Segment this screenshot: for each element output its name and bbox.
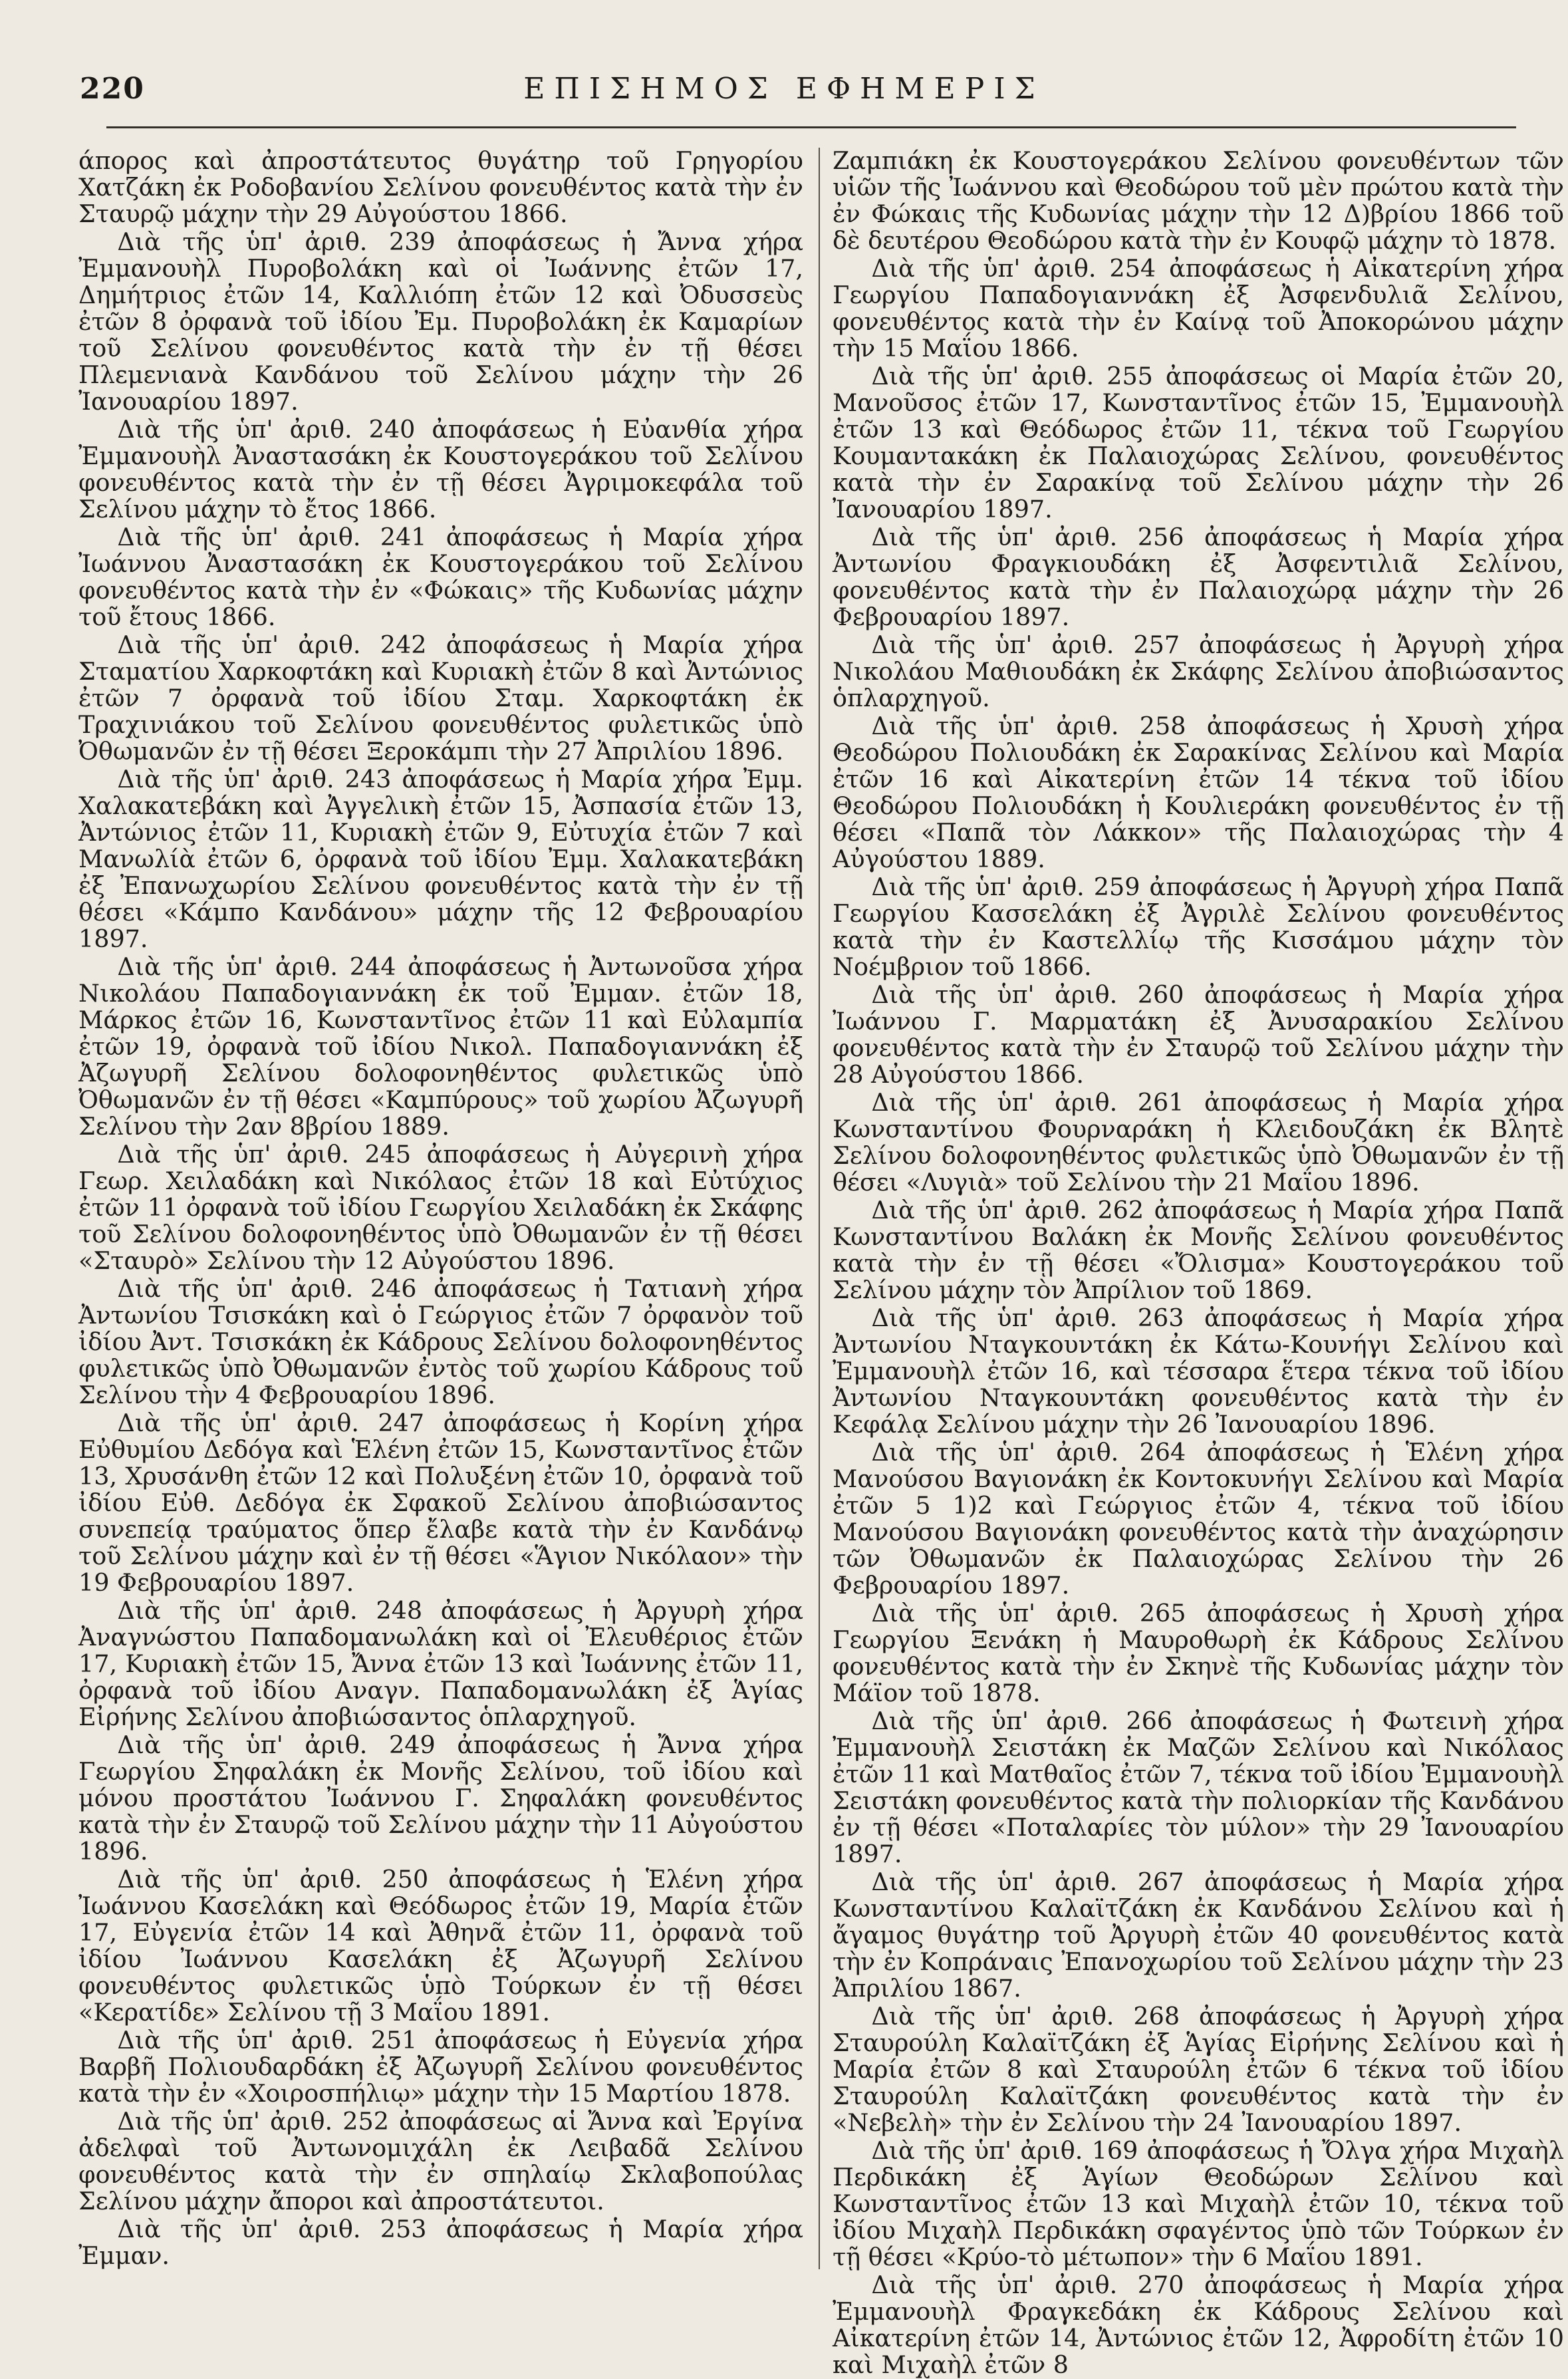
paragraph: Διὰ τῆς ὑπ' ἀριθ. 265 ἀποφάσεως ἡ Χρυσὴ χήρα Γεωργίου Ξενάκη ἡ Μαυροθωρὴ ἐκ Κάδρους Σελίνου φονευθέντος κατὰ τὴν ἐν Σκηνὲ τῆς Κυδωνίας μάχην τὸν Μάϊον τοῦ 1878. — [833, 1599, 1564, 1707]
paragraph: Διὰ τῆς ὑπ' ἀριθ. 250 ἀποφάσεως ἡ Ἑλένη χήρα Ἰωάννου Κασελάκη καὶ Θεόδωρος ἐτῶν 19, Μαρία ἐτῶν 17, Εὐγενία ἐτῶν 14 καὶ Ἀθηνᾶ ἐτῶν 11, ὀρφανὰ τοῦ ἰδίου Ἰωάννου Κασελάκη ἐξ Ἀζωγυρῆ Σελίνου φονευθέντος φυλετικῶς ὑπὸ Τούρκων ἐν τῇ θέσει «Κερατίδε» Σελίνου τῇ 3 Μαΐου 1891. — [78, 1865, 803, 2027]
paragraph: Διὰ τῆς ὑπ' ἀριθ. 243 ἀποφάσεως ἡ Μαρία χήρα Ἐμμ. Χαλακατεβάκη καὶ Ἀγγελικὴ ἐτῶν 15, Ἀσπασία ἐτῶν 13, Ἀντώνιος ἐτῶν 11, Κυριακὴ ἐτῶν 9, Εὐτυχία ἐτῶν 7 καὶ Μανωλίὰ ἐτῶν 6, ὀρφανὰ τοῦ ἰδίου Ἐμμ. Χαλακατεβάκη ἐξ Ἐπανωχωρίου Σελίνου φονευθέντος κατὰ τὴν ἐν τῇ θέσει «Κάμπο Κανδάνου» μάχην τῆς 12 Φεβρουαρίου 1897. — [78, 765, 803, 953]
paragraph: Διὰ τῆς ὑπ' ἀριθ. 242 ἀποφάσεως ἡ Μαρία χήρα Σταματίου Χαρκοφτάκη καὶ Κυριακὴ ἐτῶν 8 καὶ Ἀντώνιος ἐτῶν 7 ὀρφανὰ τοῦ ἰδίου Σταμ. Χαρκοφτάκη ἐκ Τραχινιάκου τοῦ Σελίνου φονευθέντος φυλετικῶς ὑπὸ Ὀθωμανῶν ἐν τῇ θέσει Ξεροκάμπι τὴν 27 Ἀπριλίου 1896. — [78, 630, 803, 766]
paragraph: Διὰ τῆς ὑπ' ἀριθ. 255 ἀποφάσεως οἱ Μαρία ἐτῶν 20, Μανοῦσος ἐτῶν 17, Κωνσταντῖνος ἐτῶν 15, Ἐμμανουὴλ ἐτῶν 13 καὶ Θεόδωρος ἐτῶν 11, τέκνα τοῦ Γεωργίου Κουμαντακάκη ἐκ Παλαιοχώρας Σελίνου, φονευθέντος κατὰ τὴν ἐν Σαρακίνᾳ τοῦ Σελίνου μάχην τὴν 26 Ἰανουαρίου 1897. — [833, 362, 1564, 523]
paragraph: Διὰ τῆς ὑπ' ἀριθ. 263 ἀποφάσεως ἡ Μαρία χήρα Ἀντωνίου Νταγκουντάκη ἐκ Κάτω-Κουνήγι Σελίνου καὶ Ἐμμανουὴλ ἐτῶν 16, καὶ τέσσαρα ἕτερα τέκνα τοῦ ἰδίου Ἀντωνίου Νταγκουντάκη φονευθέντος κατὰ τὴν ἐν Κεφάλᾳ Σελίνου μάχην τὴν 26 Ἰανουαρίου 1896. — [833, 1304, 1564, 1439]
running-title: ΕΠΙΣΗΜΟΣ ΕΦΗΜΕΡΙΣ — [523, 72, 1045, 106]
paragraph: Διὰ τῆς ὑπ' ἀριθ. 241 ἀποφάσεως ἡ Μαρία χήρα Ἰωάννου Ἀναστασάκη ἐκ Κουστογεράκου τοῦ Σελίνου φονευθέντος κατὰ τὴν ἐν «Φώκαις» τῆς Κυδωνίας μάχην τοῦ ἔτους 1866. — [78, 523, 803, 631]
paragraph: Διὰ τῆς ὑπ' ἀριθ. 251 ἀποφάσεως ἡ Εὐγενία χήρα Βαρβῆ Πολιουδαρδάκη ἐξ Ἀζωγυρῆ Σελίνου φονευθέντος κατὰ τὴν ἐν «Χοιροσπήλιῳ» μάχην τὴν 15 Μαρτίου 1878. — [78, 2026, 803, 2108]
paragraph: Διὰ τῆς ὑπ' ἀριθ. 257 ἀποφάσεως ἡ Ἀργυρὴ χήρα Νικολάου Μαθιουδάκη ἐκ Σκάφης Σελίνου ἀποβιώσαντος ὁπλαρχηγοῦ. — [833, 630, 1564, 712]
header-rule — [106, 126, 1516, 128]
paragraph: Διὰ τῆς ὑπ' ἀριθ. 270 ἀποφάσεως ἡ Μαρία χήρα Ἐμμανουὴλ Φραγκεδάκη ἐκ Κάδρους Σελίνου καὶ Αἰκατερίνη ἐτῶν 14, Ἀντώνιος ἐτῶν 12, Ἀφροδίτη ἐτῶν 10 καὶ Μιχαὴλ ἐτῶν 8 — [833, 2271, 1564, 2379]
paragraph: Διὰ τῆς ὑπ' ἀριθ. 261 ἀποφάσεως ἡ Μαρία χήρα Κωνσταντίνου Φουρναράκη ἡ Κλειδουζάκη ἐκ Βλητὲ Σελίνου δολοφονηθέντος φυλετικῶς ὑπὸ Ὀθωμανῶν ἐν τῇ θέσει «Λυγιὰ» τοῦ Σελίνου τὴν 21 Μαΐου 1896. — [833, 1088, 1564, 1196]
paragraph: Διὰ τῆς ὑπ' ἀριθ. 247 ἀποφάσεως ἡ Κορίνη χήρα Εὐθυμίου Δεδόγα καὶ Ἑλένη ἐτῶν 15, Κωνσταντῖνος ἐτῶν 13, Χρυσάνθη ἐτῶν 12 καὶ Πολυξένη ἐτῶν 10, ὀρφανὰ τοῦ ἰδίου Εὐθ. Δεδόγα ἐκ Σφακοῦ Σελίνου ἀποβιώσαντος συνεπείᾳ τραύματος ὅπερ ἔλαβε κατὰ τὴν ἐν Κανδάνῳ τοῦ Σελίνου μάχην καὶ ἐν τῇ θέσει «Ἅγιον Νικόλαον» τὴν 19 Φεβρουαρίου 1897. — [78, 1409, 803, 1597]
paragraph: Διὰ τῆς ὑπ' ἀριθ. 240 ἀποφάσεως ἡ Εὐανθία χήρα Ἐμμανουὴλ Ἀναστασάκη ἐκ Κουστογεράκου τοῦ Σελίνου φονευθέντος κατὰ τὴν ἐν τῇ θέσει Ἀγριμοκεφάλα τοῦ Σελίνου μάχην τὸ ἔτος 1866. — [78, 415, 803, 523]
paragraph: Διὰ τῆς ὑπ' ἀριθ. 252 ἀποφάσεως αἱ Ἄννα καὶ Ἐργίνα ἀδελφαὶ τοῦ Ἀντωνομιχάλη ἐκ Λειβαδᾶ Σελίνου φονευθέντος κατὰ τὴν ἐν σπηλαίῳ Σκλαβοπούλας Σελίνου μάχην ἄποροι καὶ ἀπροστάτευτοι. — [78, 2107, 803, 2215]
paragraph: Διὰ τῆς ὑπ' ἀριθ. 169 ἀποφάσεως ἡ Ὄλγα χήρα Μιχαὴλ Περδικάκη ἐξ Ἁγίων Θεοδώρων Σελίνου καὶ Κωνσταντῖνος ἐτῶν 13 καὶ Μιχαὴλ ἐτῶν 10, τέκνα τοῦ ἰδίου Μιχαὴλ Περδικάκη σφαγέντος ὑπὸ τῶν Τούρκων ἐν τῇ θέσει «Κρύο-τὸ μέτωπον» τὴν 6 Μαΐου 1891. — [833, 2136, 1564, 2271]
paragraph: Διὰ τῆς ὑπ' ἀριθ. 266 ἀποφάσεως ἡ Φωτεινὴ χήρα Ἐμμανουὴλ Σειστάκη ἐκ Μαζῶν Σελίνου καὶ Νικόλαος ἐτῶν 11 καὶ Ματθαῖος ἐτῶν 7, τέκνα τοῦ ἰδίου Ἐμμανουὴλ Σειστάκη φονευθέντος κατὰ τὴν πολιορκίαν τῆς Κανδάνου ἐν τῇ θέσει «Ποταλαρίες τὸν μύλον» τὴν 29 Ἰανουαρίου 1897. — [833, 1707, 1564, 1868]
paragraph: Διὰ τῆς ὑπ' ἀριθ. 258 ἀποφάσεως ἡ Χρυσὴ χήρα Θεοδώρου Πολιουδάκη ἐκ Σαρακίνας Σελίνου καὶ Μαρία ἐτῶν 16 καὶ Αἰκατερίνη ἐτῶν 14 τέκνα τοῦ ἰδίου Θεοδώρου Πολιουδάκη ἡ Κουλιεράκη φονευθέντος ἐν τῇ θέσει «Παπᾶ τὸν Λάκκον» τῆς Παλαιοχώρας τὴν 4 Αὐγούστου 1889. — [833, 712, 1564, 873]
paragraph: Διὰ τῆς ὑπ' ἀριθ. 259 ἀποφάσεως ἡ Ἀργυρὴ χήρα Παπᾶ Γεωργίου Κασσελάκη ἐξ Ἀγριλὲ Σελίνου φονευθέντος κατὰ τὴν ἐν Καστελλίῳ τῆς Κισσάμου μάχην τὸν Νοέμβριον τοῦ 1866. — [833, 873, 1564, 981]
page-header — [0, 0, 1568, 133]
paragraph: Διὰ τῆς ὑπ' ἀριθ. 264 ἀποφάσεως ἡ Ἑλένη χήρα Μανούσου Βαγιονάκη ἐκ Κοντοκυνήγι Σελίνου καὶ Μαρία ἐτῶν 5 1)2 καὶ Γεώργιος ἐτῶν 4, τέκνα τοῦ ἰδίου Μανούσου Βαγιονάκη φονευθέντος κατὰ τὴν ἀναχώρησιν τῶν Ὀθωμανῶν ἐκ Παλαιοχώρας Σελίνου τὴν 26 Φεβρουαρίου 1897. — [833, 1438, 1564, 1600]
paragraph: Διὰ τῆς ὑπ' ἀριθ. 268 ἀποφάσεως ἡ Ἀργυρὴ χήρα Σταυρούλη Καλαϊτζάκη ἐξ Ἁγίας Εἰρήνης Σελίνου καὶ ἡ Μαρία ἐτῶν 8 καὶ Σταυρούλη ἐτῶν 6 τέκνα τοῦ ἰδίου Σταυρούλη Καλαϊτζάκη φονευθέντος κατὰ τὴν ἐν «Νεβελὴ» τὴν ἐν Σελίνου τὴν 24 Ἰανουαρίου 1897. — [833, 2002, 1564, 2137]
paragraph: Διὰ τῆς ὑπ' ἀριθ. 248 ἀποφάσεως ἡ Ἀργυρὴ χήρα Ἀναγνώστου Παπαδομανωλάκη καὶ οἱ Ἐλευθέριος ἐτῶν 17, Κυριακὴ ἐτῶν 15, Ἄννα ἐτῶν 13 καὶ Ἰωάννης ἐτῶν 11, ὀρφανὰ τοῦ ἰδίου Αναγν. Παπαδομανωλάκη ἐξ Ἁγίας Εἰρήνης Σελίνου ἀποβιώσαντος ὁπλαρχηγοῦ. — [78, 1596, 803, 1731]
paragraph: Διὰ τῆς ὑπ' ἀριθ. 253 ἀποφάσεως ἡ Μαρία χήρα Ἐμμαν. — [78, 2215, 803, 2270]
paragraph: Διὰ τῆς ὑπ' ἀριθ. 262 ἀποφάσεως ἡ Μαρία χήρα Παπᾶ Κωνσταντίνου Βαλάκη ἐκ Μονῆς Σελίνου φονευθέντος κατὰ τὴν ἐν τῇ θέσει «Ὄλισμα» Κουστογεράκου τοῦ Σελίνου μάχην τὸν Ἀπρίλιον τοῦ 1869. — [833, 1196, 1564, 1304]
right-column — [833, 146, 1564, 2379]
paragraph: Ζαμπιάκη ἐκ Κουστογεράκου Σελίνου φονευθέντων τῶν υἱῶν τῆς Ἰωάννου καὶ Θεοδώρου τοῦ μὲν πρώτου κατὰ τὴν ἐν Φώκαις τῆς Κυδωνίας μάχην τὴν 12 Δ)βρίου 1866 τοῦ δὲ δευτέρου Θεοδώρου κατὰ τὴν ἐν Κουφῷ μάχην τὸ 1878. — [833, 146, 1564, 255]
paragraph: Διὰ τῆς ὑπ' ἀριθ. 267 ἀποφάσεως ἡ Μαρία χήρα Κωνσταντίνου Καλαϊτζάκη ἐκ Κανδάνου Σελίνου καὶ ἡ ἄγαμος θυγάτηρ τοῦ Ἀργυρὴ ἐτῶν 40 φονευθέντος κατὰ τὴν ἐν Κοπράναις Ἐπανοχωρίου τοῦ Σελίνου μάχην τὴν 23 Ἀπριλίου 1867. — [833, 1868, 1564, 2003]
paragraph: Διὰ τῆς ὑπ' ἀριθ. 260 ἀποφάσεως ἡ Μαρία χήρα Ἰωάννου Γ. Μαρματάκη ἐξ Ἀνυσαρακίου Σελίνου φονευθέντος κατὰ τὴν ἐν Σταυρῷ τοῦ Σελίνου μάχην τὴν 28 Αὐγούστου 1866. — [833, 980, 1564, 1089]
paragraph: Διὰ τῆς ὑπ' ἀριθ. 256 ἀποφάσεως ἡ Μαρία χήρα Ἀντωνίου Φραγκιουδάκη ἐξ Ἀσφεντιλιᾶ Σελίνου, φονευθέντος κατὰ τὴν ἐν Παλαιοχώρᾳ μάχην τὴν 26 Φεβρουαρίου 1897. — [833, 523, 1564, 631]
paragraph: Διὰ τῆς ὑπ' ἀριθ. 246 ἀποφάσεως ἡ Τατιανὴ χήρα Ἀντωνίου Τσισκάκη καὶ ὁ Γεώργιος ἐτῶν 7 ὀρφανὸν τοῦ ἰδίου Ἀντ. Τσισκάκη ἐκ Κάδρους Σελίνου δολοφονηθέντος φυλετικῶς ὑπὸ Ὀθωμανῶν ἐντὸς τοῦ χωρίου Κάδρους τοῦ Σελίνου τὴν 4 Φεβρουαρίου 1896. — [78, 1274, 803, 1409]
paragraph: Διὰ τῆς ὑπ' ἀριθ. 245 ἀποφάσεως ἡ Αὐγερινὴ χήρα Γεωρ. Χειλαδάκη καὶ Νικόλαος ἐτῶν 18 καὶ Εὐτύχιος ἐτῶν 11 ὀρφανὰ τοῦ ἰδίου Γεωργίου Χειλαδάκη ἐκ Σκάφης τοῦ Σελίνου δολοφονηθέντος ὑπὸ Ὀθωμανῶν ἐν τῇ θέσει «Σταυρὸ» Σελίνου τὴν 12 Αὐγούστου 1896. — [78, 1140, 803, 1275]
paragraph: Διὰ τῆς ὑπ' ἀριθ. 249 ἀποφάσεως ἡ Ἄννα χήρα Γεωργίου Σηφαλάκη ἐκ Μονῆς Σελίνου, τοῦ ἰδίου καὶ μόνου προστάτου Ἰωάννου Γ. Σηφαλάκη φονευθέντος κατὰ τὴν ἐν Σταυρῷ τοῦ Σελίνου μάχην τὴν 11 Αὐγούστου 1896. — [78, 1731, 803, 1866]
paragraph: Διὰ τῆς ὑπ' ἀριθ. 254 ἀποφάσεως ἡ Αἰκατερίνη χήρα Γεωργίου Παπαδογιαννάκη ἐξ Ἀσφενδυλιᾶ Σελίνου, φονευθέντος κατὰ τὴν ἐν Καίνᾳ τοῦ Ἀποκορώνου μάχην τὴν 15 Μαΐου 1866. — [833, 254, 1564, 362]
page-number: 220 — [80, 72, 145, 106]
paragraph: Διὰ τῆς ὑπ' ἀριθ. 244 ἀποφάσεως ἡ Ἀντωνοῦσα χήρα Νικολάου Παπαδογιαννάκη ἐκ τοῦ Ἐμμαν. ἐτῶν 18, Μάρκος ἐτῶν 16, Κωνσταντῖνος ἐτῶν 11 καὶ Εὐλαμπία ἐτῶν 19, ὀρφανὰ τοῦ ἰδίου Νικολ. Παπαδογιαννάκη ἐξ Ἀζωγυρῆ Σελίνου δολοφονηθέντος φυλετικῶς ὑπὸ Ὀθωμανῶν ἐν τῇ θέσει «Καμπύρους» τοῦ χωρίου Ἀζωγυρῆ Σελίνου τὴν 2αν 8βρίου 1889. — [78, 952, 803, 1141]
column-divider — [819, 148, 820, 2269]
paragraph: άπορος καὶ ἀπροστάτευτος θυγάτηρ τοῦ Γρηγορίου Χατζάκη ἐκ Ροδοβανίου Σελίνου φονευθέντος κατὰ τὴν ἐν Σταυρῷ μάχην τὴν 29 Αὐγούστου 1866. — [78, 146, 803, 228]
paragraph: Διὰ τῆς ὑπ' ἀριθ. 239 ἀποφάσεως ἡ Ἄννα χήρα Ἐμμανουὴλ Πυροβολάκη καὶ οἱ Ἰωάννης ἐτῶν 17, Δημήτριος ἐτῶν 14, Καλλιόπη ἐτῶν 12 καὶ Ὀδυσσεὺς ἐτῶν 8 ὀρφανὰ τοῦ ἰδίου Ἐμ. Πυροβολάκη ἐκ Καμαρίων τοῦ Σελίνου φονευθέντος κατὰ τὴν ἐν τῇ θέσει Πλεμενιανὰ Κανδάνου τοῦ Σελίνου μάχην τὴν 26 Ἰανουαρίου 1897. — [78, 227, 803, 416]
left-column — [78, 148, 803, 2276]
